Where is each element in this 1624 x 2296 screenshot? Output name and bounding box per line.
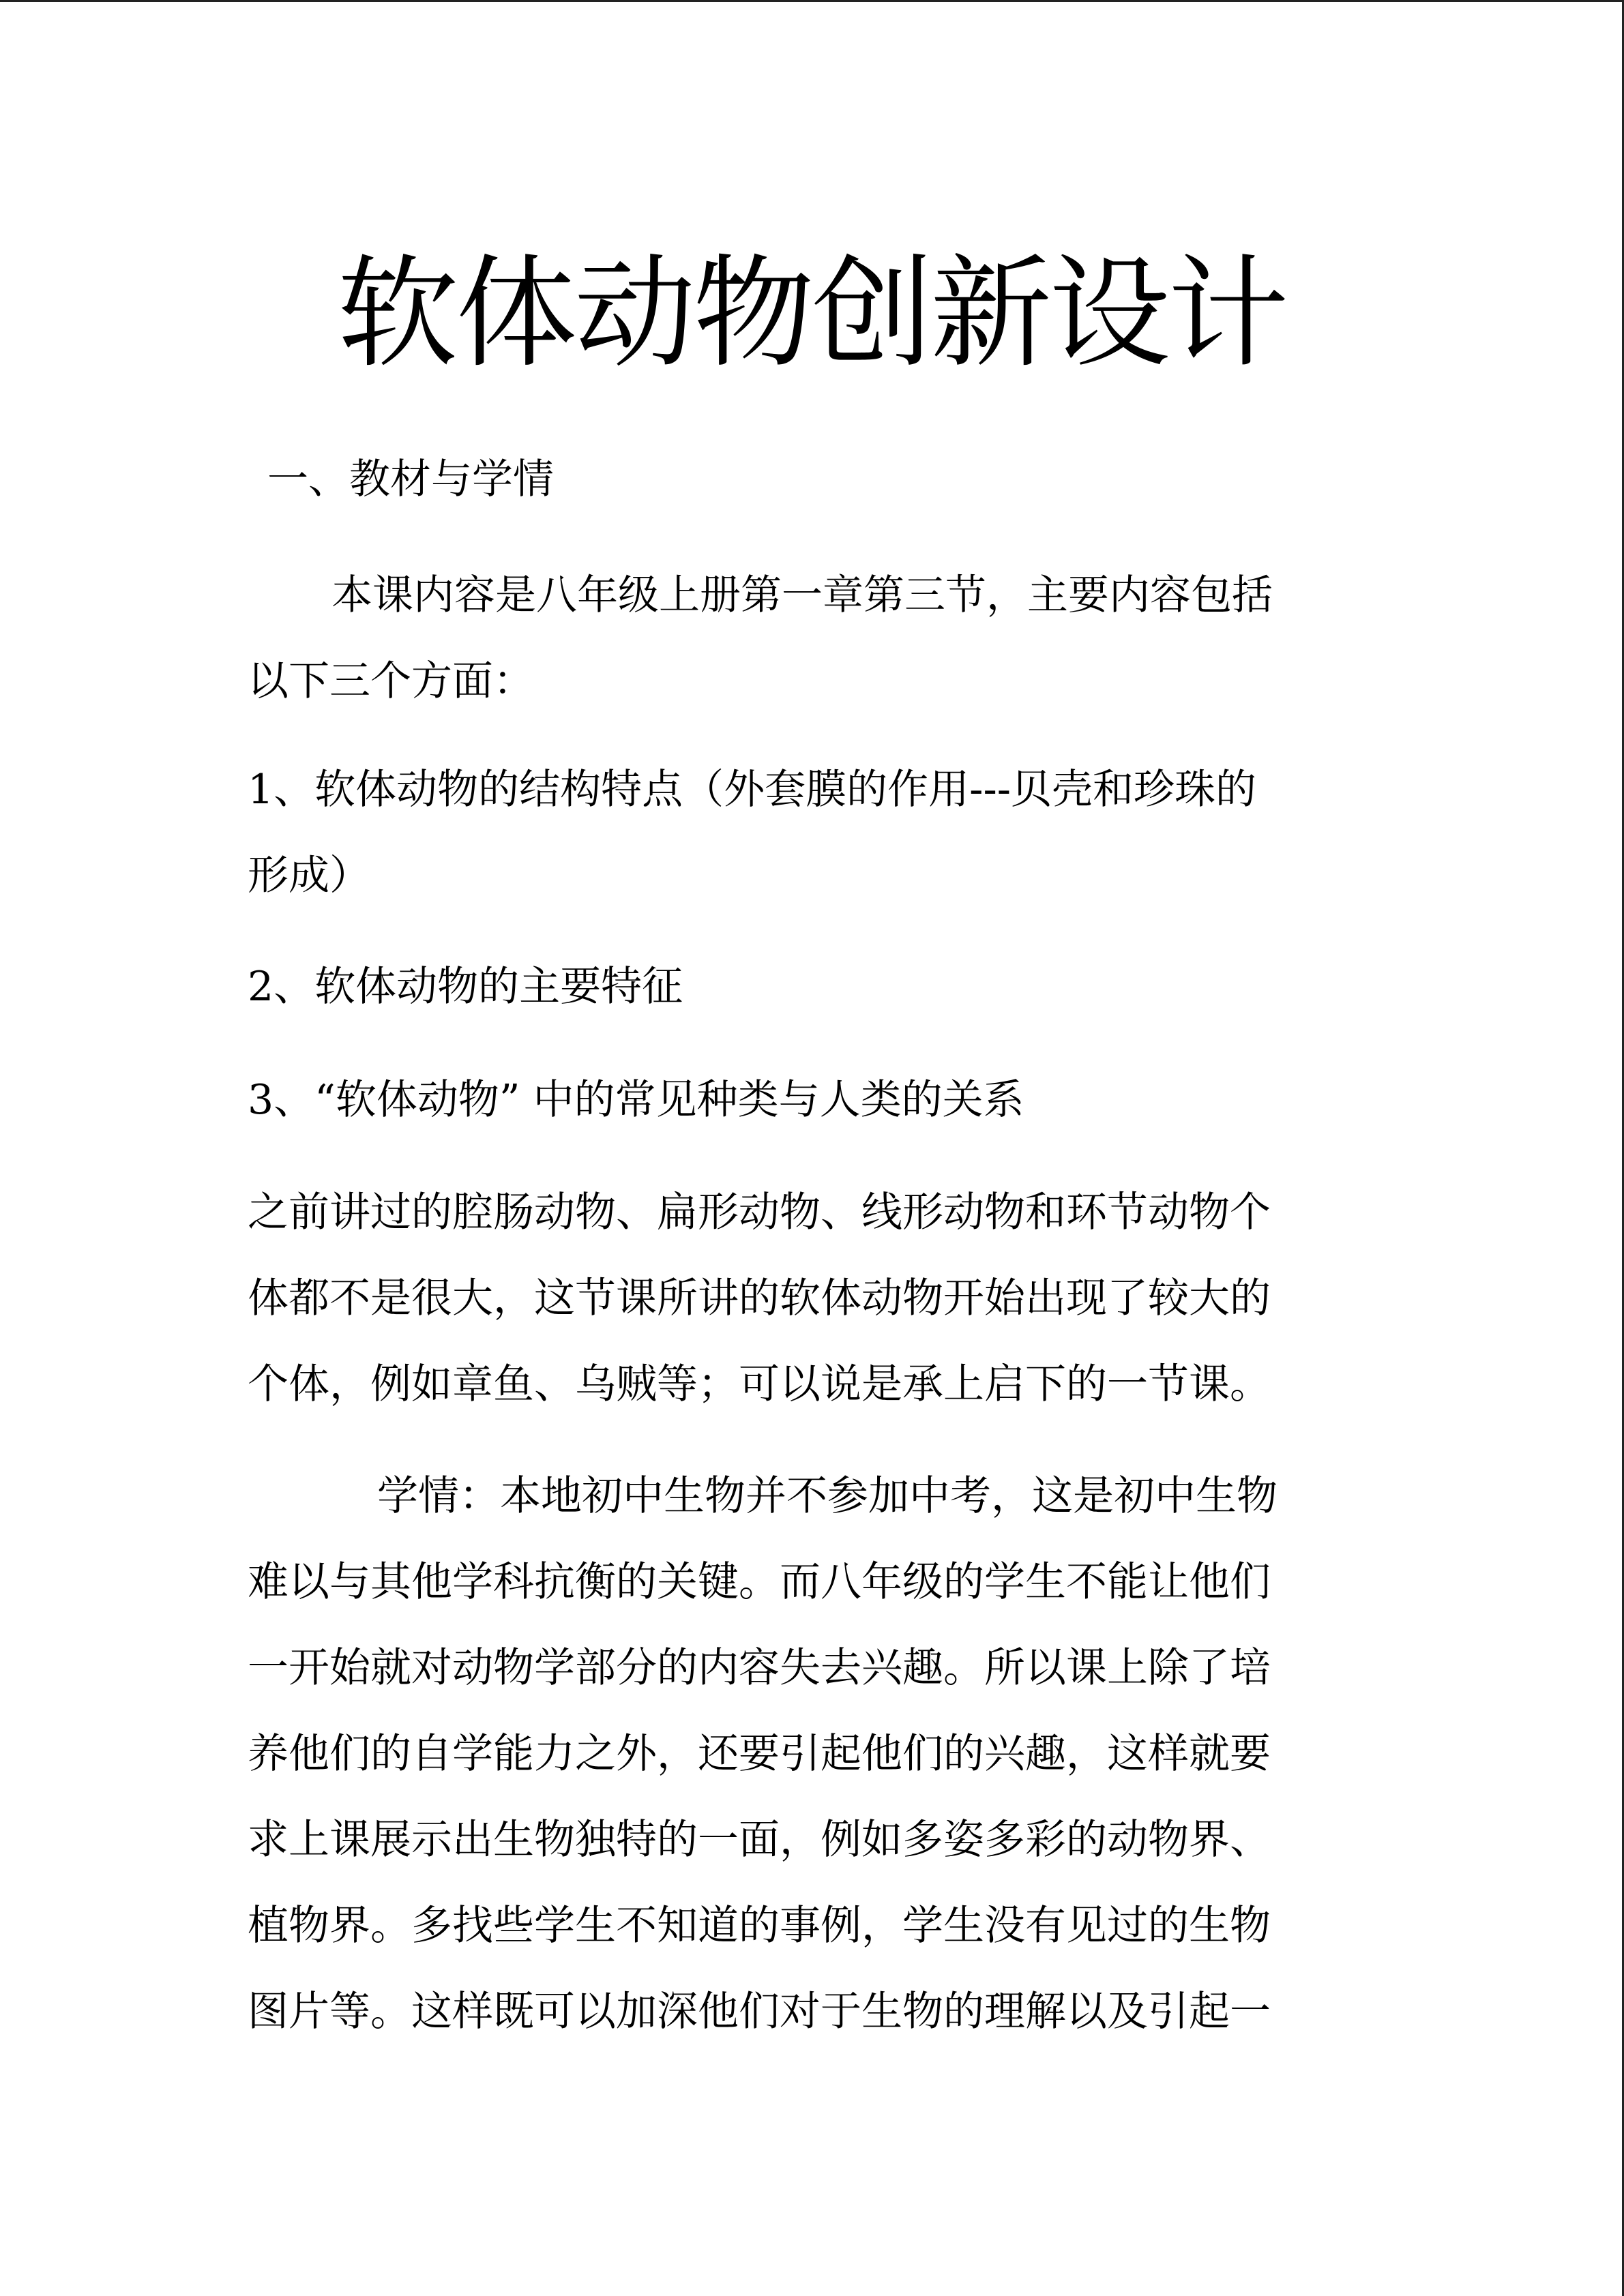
learning-situation-line: 一开始就对动物学部分的内容失去兴趣。所以课上除了培 (248, 1644, 1271, 1692)
learning-situation-line: 植物界。多找些学生不知道的事例，学生没有见过的生物 (248, 1902, 1271, 1950)
learning-situation-line: 学情：本地初中生物并不参加中考，这是初中生物 (377, 1472, 1278, 1520)
learning-situation-line: 求上课展示出生物独特的一面，例如多姿多彩的动物界、 (248, 1816, 1271, 1864)
transition-line: 个体，例如章鱼、乌贼等；可以说是承上启下的一节课。 (248, 1360, 1271, 1408)
point-3-line: 3、“软体动物” 中的常见种类与人类的关系 (248, 1076, 1024, 1124)
transition-line: 之前讲过的腔肠动物、扁形动物、线形动物和环节动物个 (248, 1189, 1271, 1236)
point-2 (248, 944, 1339, 1030)
section-heading (267, 436, 1359, 522)
point-1-line: 形成） (248, 852, 370, 899)
intro-paragraph (248, 552, 1339, 724)
section-heading-text: 一、教材与学情 (267, 456, 554, 503)
learning-situation-line: 难以与其他学科抗衡的关键。而八年级的学生不能让他们 (248, 1558, 1271, 1606)
learning-situation-line: 图片等。这样既可以加深他们对于生物的理解以及引起一 (248, 1988, 1271, 2036)
point-3 (248, 1057, 1339, 1143)
intro-line: 以下三个方面： (248, 657, 534, 705)
point-1 (248, 747, 1339, 919)
transition-line: 体都不是很大，这节课所讲的软体动物开始出现了较大的 (248, 1274, 1271, 1322)
top-border (0, 0, 1624, 2)
learning-situation-paragraph (248, 1453, 1339, 2055)
point-1-line: 1、软体动物的结构特点（外套膜的作用---贝壳和珍珠的 (248, 766, 1256, 814)
point-2-line: 2、软体动物的主要特征 (248, 963, 683, 1011)
transition-paragraph (248, 1169, 1339, 1427)
learning-situation-line: 养他们的自学能力之外，还要引起他们的兴趣，这样就要 (248, 1730, 1271, 1778)
intro-line: 本课内容是八年级上册第一章第三节，主要内容包括 (331, 571, 1273, 619)
document-title: 软体动物创新设计 (337, 243, 1286, 384)
